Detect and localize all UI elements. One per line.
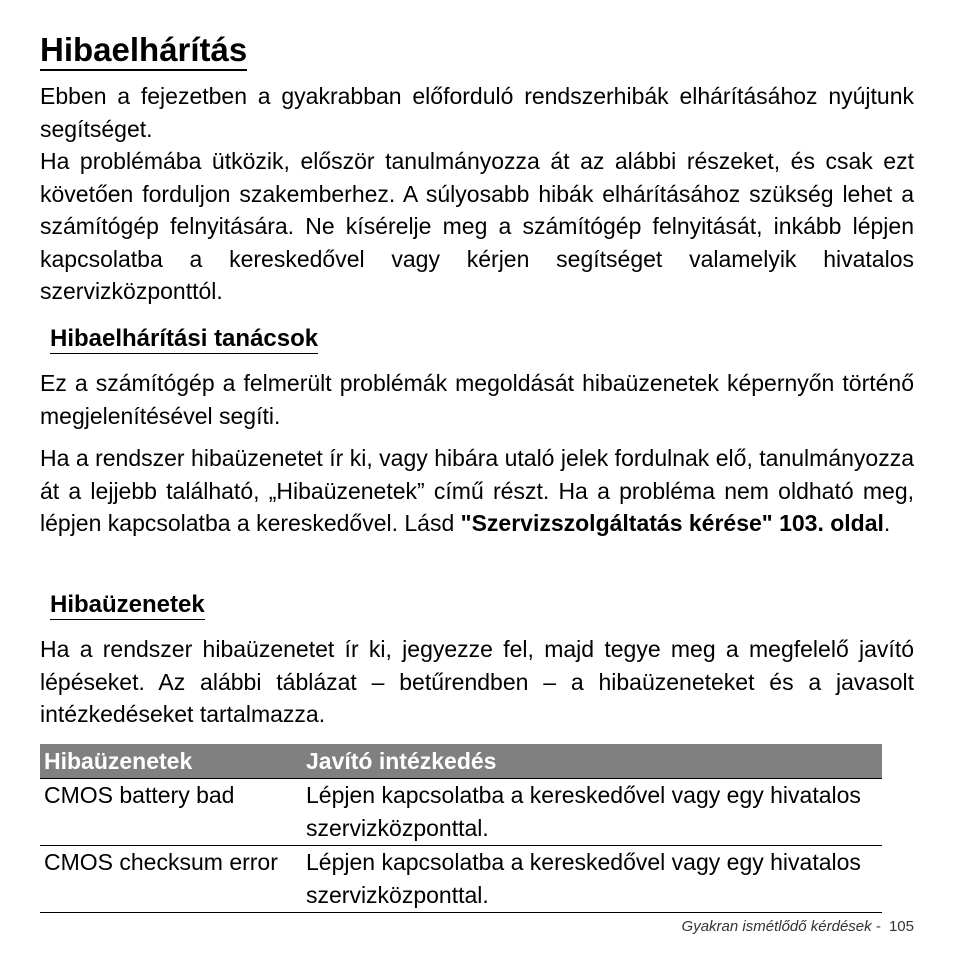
intro-paragraph-2: Ha problémába ütközik, először tanulmányozza át az alábbi részeket, és csak ezt követően forduljon szakemberhez. A súlyosabb hibák elhárításához szükség lehet a számítógép felnyitására. Ne kísérelje meg a számítógép felnyitását, inkább lépjen kapcsolatba a kereskedővel vagy kérjen segítséget valamelyik hivatalos szervizközponttól. bbox=[40, 148, 914, 304]
table-row bbox=[40, 779, 882, 846]
table-cell-message: CMOS battery bad bbox=[40, 779, 302, 846]
error-table bbox=[40, 744, 882, 913]
tips-paragraph-2: Ha a rendszer hibaüzenetet ír ki, vagy hibára utaló jelek fordulnak elő, tanulmányozza át a lejjebb található, „Hibaüzenetek” című részt. Ha a probléma nem oldható meg, lépjen kapcsolatba a kereskedővel. Lásd "Szervizszolgáltatás kérése" 103. oldal. bbox=[40, 445, 914, 536]
table-cell-action: Lépjen kapcsolatba a kereskedővel vagy egy hivatalos szervizközponttal. bbox=[302, 779, 882, 846]
section-heading-tips: Hibaelhárítási tanácsok bbox=[50, 325, 319, 352]
table-header-cell: Javító intézkedés bbox=[302, 744, 882, 779]
page-title: Hibaelhárítás bbox=[40, 30, 247, 70]
table-header-row bbox=[40, 744, 882, 779]
table-cell-action: Lépjen kapcsolatba a kereskedővel vagy egy hivatalos szervizközponttal. bbox=[302, 846, 882, 913]
intro-paragraph-1: Ebben a fejezetben a gyakrabban előforduló rendszerhibák elhárításához nyújtunk segítséget. bbox=[40, 83, 914, 142]
table-header-cell: Hibaüzenetek bbox=[40, 744, 302, 779]
table-cell-message: CMOS checksum error bbox=[40, 846, 302, 913]
service-link[interactable]: "Szervizszolgáltatás kérése" 103. oldal bbox=[460, 510, 884, 536]
page-footer bbox=[682, 918, 914, 935]
page-number: 105 bbox=[888, 918, 914, 935]
section-heading-errors: Hibaüzenetek bbox=[50, 591, 205, 618]
table-row bbox=[40, 846, 882, 913]
errors-paragraph-1: Ha a rendszer hibaüzenetet ír ki, jegyezze fel, majd tegye meg a megfelelő javító lépéseket. Az alábbi táblázat – betűrendben – a hibaüzeneteket és a javasolt intézkedéseket tartalmazza. bbox=[40, 636, 914, 727]
tips-paragraph-1: Ez a számítógép a felmerült problémák megoldását hibaüzenetek képernyőn történő megjelenítésével segíti. bbox=[40, 370, 914, 429]
footer-text: Gyakran ismétlődő kérdések - bbox=[681, 918, 881, 935]
